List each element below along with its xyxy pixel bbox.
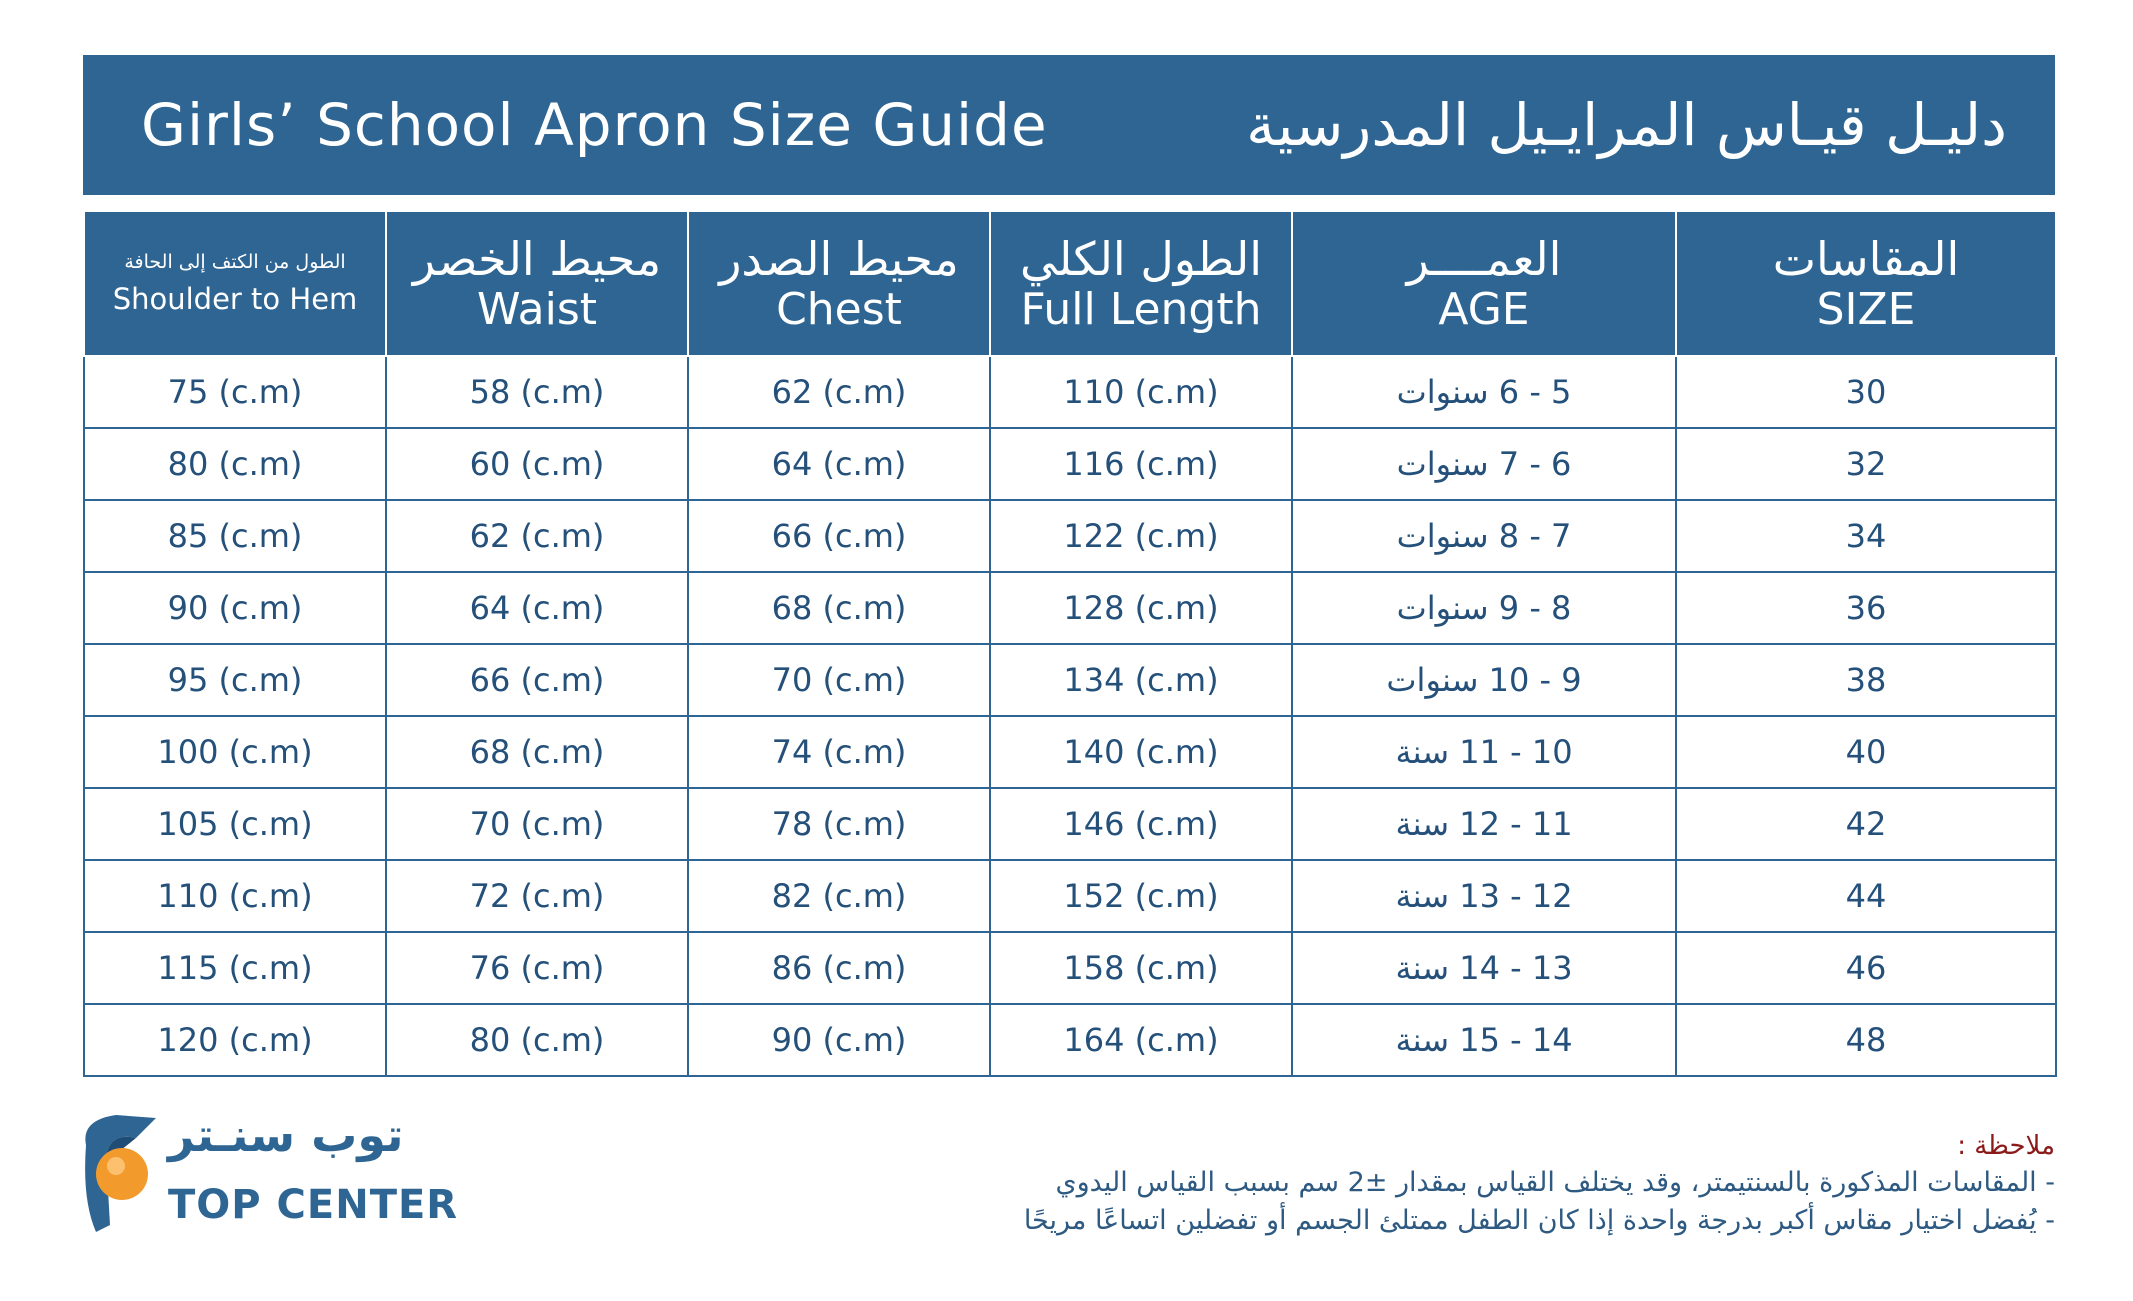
table-row <box>84 356 2056 428</box>
cell-size: 30 <box>1676 356 2056 428</box>
cell-shoulder: 90 (c.m) <box>84 572 386 644</box>
table-row <box>84 428 2056 500</box>
cell-shoulder: 115 (c.m) <box>84 932 386 1004</box>
cell-age: 11 - 12 سنة <box>1292 788 1676 860</box>
title-arabic: دليـل قيـاس المرايـيل المدرسية <box>1246 91 2007 159</box>
cell-size: 40 <box>1676 716 2056 788</box>
cell-size: 36 <box>1676 572 2056 644</box>
header-shoulder-to-hem <box>84 211 386 356</box>
cell-chest: 74 (c.m) <box>688 716 990 788</box>
header-waist <box>386 211 688 356</box>
cell-chest: 68 (c.m) <box>688 572 990 644</box>
notes-title: ملاحظة : <box>1957 1131 2055 1161</box>
cell-waist: 62 (c.m) <box>386 500 688 572</box>
cell-age: 7 - 8 سنوات <box>1292 500 1676 572</box>
cell-age: 9 - 10 سنوات <box>1292 644 1676 716</box>
cell-length: 116 (c.m) <box>990 428 1292 500</box>
cell-chest: 70 (c.m) <box>688 644 990 716</box>
cell-waist: 60 (c.m) <box>386 428 688 500</box>
cell-length: 128 (c.m) <box>990 572 1292 644</box>
cell-waist: 72 (c.m) <box>386 860 688 932</box>
cell-shoulder: 105 (c.m) <box>84 788 386 860</box>
cell-length: 140 (c.m) <box>990 716 1292 788</box>
table-row <box>84 1004 2056 1076</box>
cell-size: 46 <box>1676 932 2056 1004</box>
table-row <box>84 644 2056 716</box>
header-label-en: Waist <box>476 283 598 335</box>
top-center-logo <box>76 1108 459 1240</box>
header-label-en: Shoulder to Hem <box>112 281 358 316</box>
cell-shoulder: 120 (c.m) <box>84 1004 386 1076</box>
cell-size: 48 <box>1676 1004 2056 1076</box>
cell-size: 32 <box>1676 428 2056 500</box>
table-row <box>84 860 2056 932</box>
header-label-ar: المقاسات <box>1772 231 1960 286</box>
cell-shoulder: 85 (c.m) <box>84 500 386 572</box>
cell-age: 6 - 7 سنوات <box>1292 428 1676 500</box>
cell-age: 8 - 9 سنوات <box>1292 572 1676 644</box>
table-row <box>84 500 2056 572</box>
header-label-en: AGE <box>1438 283 1530 335</box>
table-row <box>84 932 2056 1004</box>
cell-length: 164 (c.m) <box>990 1004 1292 1076</box>
table-row <box>84 788 2056 860</box>
cell-length: 110 (c.m) <box>990 356 1292 428</box>
cell-chest: 62 (c.m) <box>688 356 990 428</box>
logo-text-ar: توب سنـتر <box>168 1108 404 1162</box>
cell-age: 12 - 13 سنة <box>1292 860 1676 932</box>
cell-chest: 90 (c.m) <box>688 1004 990 1076</box>
header-label-ar: محيط الخصر <box>412 231 662 286</box>
cell-length: 134 (c.m) <box>990 644 1292 716</box>
cell-waist: 58 (c.m) <box>386 356 688 428</box>
cell-length: 146 (c.m) <box>990 788 1292 860</box>
header-chest <box>688 211 990 356</box>
header-row <box>84 211 2056 356</box>
cell-shoulder: 110 (c.m) <box>84 860 386 932</box>
cell-shoulder: 95 (c.m) <box>84 644 386 716</box>
logo-mark-icon <box>76 1110 166 1240</box>
cell-age: 13 - 14 سنة <box>1292 932 1676 1004</box>
notes <box>755 1128 2055 1240</box>
header-label-ar: الطول من الكتف إلى الحافة <box>124 250 346 273</box>
cell-size: 42 <box>1676 788 2056 860</box>
size-table <box>83 210 2057 1077</box>
cell-age: 10 - 11 سنة <box>1292 716 1676 788</box>
cell-shoulder: 75 (c.m) <box>84 356 386 428</box>
header-label-ar: محيط الصدر <box>719 231 959 286</box>
cell-shoulder: 80 (c.m) <box>84 428 386 500</box>
cell-waist: 64 (c.m) <box>386 572 688 644</box>
cell-waist: 80 (c.m) <box>386 1004 688 1076</box>
header-label-ar: العمــــر <box>1406 231 1562 286</box>
cell-chest: 82 (c.m) <box>688 860 990 932</box>
header-label-ar: الطول الكلي <box>1019 231 1263 286</box>
header-full-length <box>990 211 1292 356</box>
header-label-en: SIZE <box>1816 283 1916 335</box>
cell-chest: 66 (c.m) <box>688 500 990 572</box>
table-row <box>84 716 2056 788</box>
cell-waist: 70 (c.m) <box>386 788 688 860</box>
cell-shoulder: 100 (c.m) <box>84 716 386 788</box>
cell-age: 14 - 15 سنة <box>1292 1004 1676 1076</box>
title-english: Girls’ School Apron Size Guide <box>141 91 1048 159</box>
cell-age: 5 - 6 سنوات <box>1292 356 1676 428</box>
cell-length: 158 (c.m) <box>990 932 1292 1004</box>
cell-waist: 68 (c.m) <box>386 716 688 788</box>
cell-chest: 78 (c.m) <box>688 788 990 860</box>
logo-text-en: TOP CENTER <box>168 1182 459 1228</box>
cell-length: 152 (c.m) <box>990 860 1292 932</box>
cell-waist: 66 (c.m) <box>386 644 688 716</box>
cell-size: 34 <box>1676 500 2056 572</box>
cell-length: 122 (c.m) <box>990 500 1292 572</box>
title-banner <box>83 55 2055 195</box>
note-line: - يُفضل اختيار مقاس أكبر بدرجة واحدة إذا كان الطفل ممتلئ الجسم أو تفضلين اتساعًا مريحًا <box>1023 1205 2055 1236</box>
table-row <box>84 572 2056 644</box>
note-line: - المقاسات المذكورة بالسنتيمتر، وقد يختلف القياس بمقدار ±2 سم بسبب القياس اليدوي <box>1055 1167 2055 1198</box>
cell-size: 44 <box>1676 860 2056 932</box>
header-age <box>1292 211 1676 356</box>
header-label-en: Full Length <box>1020 283 1262 335</box>
header-size <box>1676 211 2056 356</box>
cell-chest: 64 (c.m) <box>688 428 990 500</box>
cell-chest: 86 (c.m) <box>688 932 990 1004</box>
cell-size: 38 <box>1676 644 2056 716</box>
header-label-en: Chest <box>776 283 902 335</box>
cell-waist: 76 (c.m) <box>386 932 688 1004</box>
